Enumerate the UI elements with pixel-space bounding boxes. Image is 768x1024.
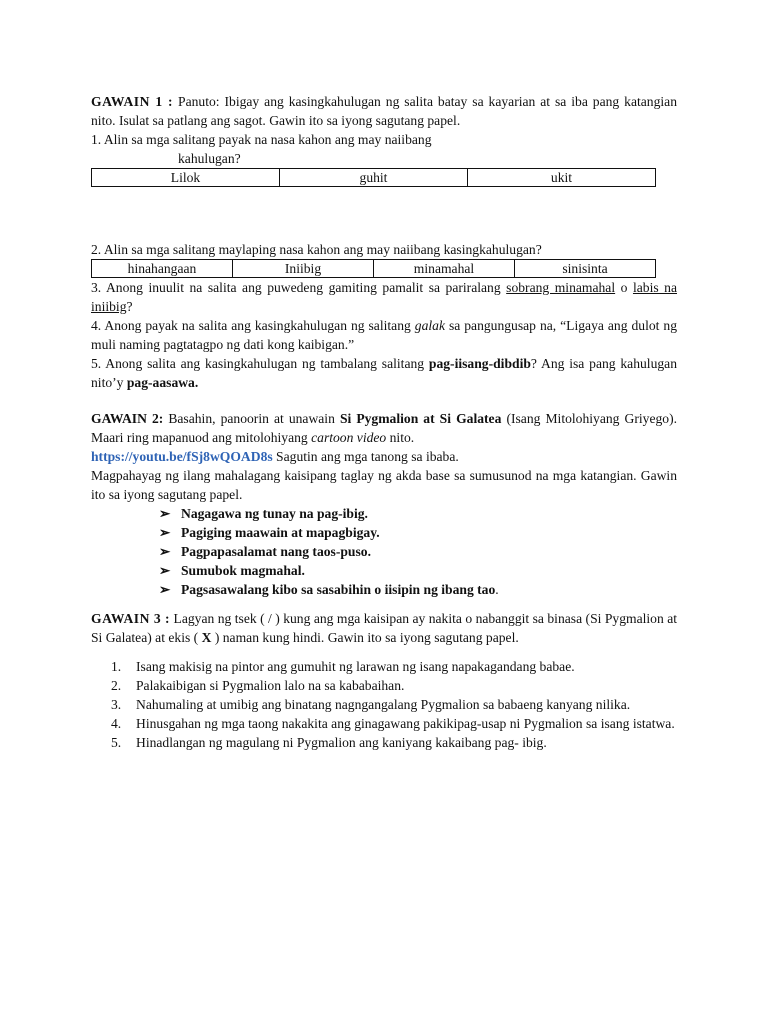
item-text: Hinusgahan ng mga taong nakakita ang ginagawang pakikipag-usap ni Pygmalion sa isang istatwa. — [136, 716, 675, 731]
spacer — [91, 187, 677, 240]
gawain1-q5 — [91, 354, 677, 392]
item-number: 3. — [111, 697, 122, 712]
arrowhead-bullet-icon: ➢ — [159, 506, 171, 521]
gawain2-intro — [91, 409, 677, 466]
item-text: Hinadlangan ng magulang ni Pygmalion ang kaniyang kakaibang pag- ibig. — [136, 735, 547, 750]
q4-italic: galak — [414, 318, 445, 333]
table2-cell: Iniibig — [233, 260, 374, 278]
arrowhead-bullet-icon: ➢ — [159, 525, 171, 540]
q3-underlined-2: labis na iniibig — [91, 280, 677, 314]
table2-cell: sinisinta — [515, 260, 656, 278]
spacer — [91, 599, 677, 609]
gawain1-q2: 2. Alin sa mga salitang maylaping nasa kahon ang may naiibang kasingkahulugan? — [91, 242, 542, 257]
list-item — [91, 695, 677, 714]
table2-cell: hinahangaan — [92, 260, 233, 278]
q5-bold: pag-iisang-dibdib — [428, 356, 531, 371]
arrowhead-bullet-icon: ➢ — [159, 563, 171, 578]
gawain3-instruction — [91, 609, 677, 647]
q3-text: o — [615, 280, 633, 295]
q5-text: ? Ang isa pang kahulugan nito’y — [91, 356, 678, 390]
table1-cell: ukit — [468, 169, 656, 187]
q4-text: sa pangungusap na, “Ligaya ang dulot ng muli naming pagtatagpo ng dati kong kaibigan.” — [91, 318, 677, 352]
spacer — [91, 392, 677, 409]
table1-cell: guhit — [280, 169, 468, 187]
item-text: Isang makisig na pintor ang gumuhit ng larawan ng isang napakagandang babae. — [136, 659, 575, 674]
list-item — [91, 561, 677, 580]
bullet-text: Pagpapasalamat nang taos-puso. — [181, 544, 371, 559]
bullet-text: . — [495, 582, 499, 597]
gawain3-label: GAWAIN 3 : — [91, 611, 171, 626]
gawain1-table1 — [91, 168, 656, 187]
list-item — [91, 542, 677, 561]
spacer — [91, 647, 677, 657]
gawain2-italic: cartoon video — [311, 430, 387, 445]
bullet-text: Pagiging maawain at mapagbigay. — [181, 525, 380, 540]
table1-cell: Lilok — [92, 169, 280, 187]
list-item — [91, 504, 677, 523]
gawain1-table2 — [91, 259, 656, 278]
gawain3-x-mark: X — [201, 630, 212, 645]
list-item — [91, 676, 677, 695]
list-item — [91, 580, 677, 599]
bullet-text: Nagagawa ng tunay na pag-ibig. — [181, 506, 368, 521]
arrowhead-bullet-icon: ➢ — [159, 582, 171, 597]
document-page — [91, 92, 677, 752]
q3-underlined-1: sobrang minamahal — [506, 280, 616, 295]
item-number: 5. — [111, 735, 122, 750]
gawain3-list — [91, 657, 677, 752]
gawain2-title: Si Pygmalion at Si Galatea — [339, 411, 502, 426]
list-item — [91, 657, 677, 676]
q3-text: 3. Anong inuulit na salita ang puwedeng gamiting pamalit sa pariralang — [91, 280, 507, 295]
item-text: Nahumaling at umibig ang binatang nagngangalang Pygmalion sa babaeng kanyang nilika. — [136, 697, 631, 712]
gawain2-text: Basahin, panoorin at unawain — [163, 411, 340, 426]
gawain2-bullet-list — [91, 504, 677, 599]
gawain1-q4 — [91, 316, 677, 354]
gawain1-instruction — [91, 92, 677, 130]
gawain3-text: Lagyan ng tsek ( / ) kung ang mga kaisipan ay nakita o nabanggit sa binasa (Si Pygmalion at Si Galatea) at ekis ( — [91, 611, 677, 645]
gawain2-text: nito. — [386, 430, 415, 445]
gawain3-text: ) naman kung hindi. Gawin ito sa iyong sagutang papel. — [211, 630, 519, 645]
item-number: 1. — [111, 659, 122, 674]
gawain2-label: GAWAIN 2: — [91, 411, 164, 426]
q5-bold: pag-aasawa. — [126, 375, 199, 390]
q5-text: 5. Anong salita ang kasingkahulugan ng tambalang salitang — [91, 356, 429, 371]
gawain2-para: Magpahayag ng ilang mahalagang kaisipang taglay ng akda base sa sumusunod na mga katangian. Gawin ito sa iyong sagutang papel. — [91, 468, 677, 502]
bullet-text: Sumubok magmahal. — [181, 563, 305, 578]
youtube-link[interactable]: https://youtu.be/fSj8wQOAD8s — [91, 449, 273, 464]
gawain1-q1-line1: 1. Alin sa mga salitang payak na nasa kahon ang may naiibang — [91, 132, 432, 147]
bullet-text: Pagsasawalang kibo sa sasabihin o iisipin ng ibang tao — [181, 582, 496, 597]
table2-cell: minamahal — [374, 260, 515, 278]
list-item — [91, 523, 677, 542]
item-number: 4. — [111, 716, 122, 731]
gawain1-text: Panuto: Ibigay ang kasingkahulugan ng salita batay sa kayarian at sa iba pang katangian nito. Isulat sa patlang ang sagot. Gawin ito sa iyong sagutang papel. — [91, 94, 677, 128]
q3-text: ? — [126, 299, 133, 314]
arrowhead-bullet-icon: ➢ — [159, 544, 171, 559]
gawain1-label: GAWAIN 1 : — [91, 94, 174, 109]
list-item — [91, 733, 677, 752]
gawain2-text: (Isang Mitolohiyang Griyego). Maari ring mapanuod ang mitolohiyang — [91, 411, 678, 445]
q4-text: 4. Anong payak na salita ang kasingkahulugan ng salitang — [91, 318, 415, 333]
gawain1-q1-line2: kahulugan? — [178, 151, 241, 166]
gawain2-text: Sagutin ang mga tanong sa ibaba. — [272, 449, 459, 464]
item-number: 2. — [111, 678, 122, 693]
item-text: Palakaibigan si Pygmalion lalo na sa kababaihan. — [136, 678, 405, 693]
list-item — [91, 714, 677, 733]
gawain1-q3 — [91, 278, 677, 316]
